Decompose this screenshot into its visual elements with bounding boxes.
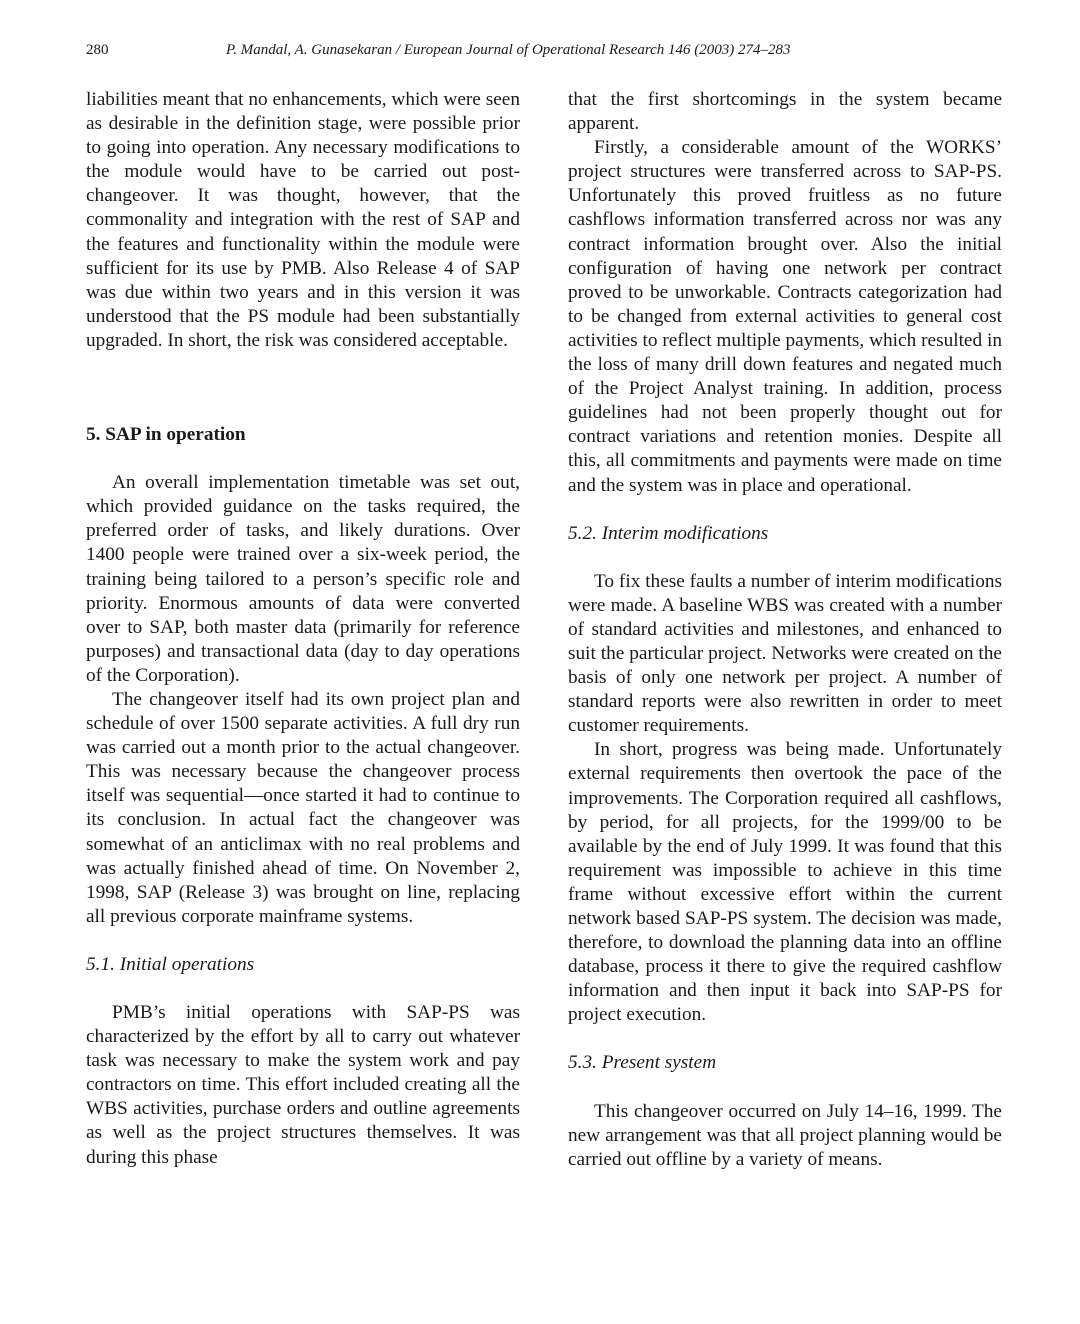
paragraph: In short, progress was being made. Unfortunately external requirements then overtook the pace of the improvements. The Corporation required all cashflows, by period, for all projects, for the 1999/00 to be available by the end of July 1999. It was found that this requirement was impossible to achieve in this time frame without excessive effort within the current network based SAP-PS system. The decision was made, therefore, to download the planning data into an offline database, process it there to give the required cashflow information and then input it back into SAP-PS for project execution.	[568, 739, 1002, 1026]
paragraph: An overall implementation timetable was set out, which provided guidance on the tasks required, the preferred order of tasks, and likely durations. Over 1400 people were trained over a six-week period, the training being tailored to a person’s specific role and priority. Enormous amounts of data were converted over to SAP, both master data (primarily for reference purposes) and transactional data (day to day operations of the Corporation).	[86, 472, 520, 686]
paragraph: This changeover occurred on July 14–16, 1999. The new arrangement was that all project planning would be carried out offline by a variety of means.	[568, 1100, 1002, 1170]
paragraph: PMB’s initial operations with SAP-PS was characterized by the effort by all to carry out whatever task was necessary to make the system work and pay contractors on time. This effort included creating all the WBS activities, purchase orders and outline agreements as well as the project structures themselves. It was during this phase	[86, 1002, 520, 1168]
subsection-heading: 5.2. Interim modifications	[568, 522, 769, 544]
left-column	[86, 88, 520, 1170]
paragraph: Firstly, a considerable amount of the WORKS’ project structures were transferred across to SAP-PS. Unfortunately this proved fruitless as no future cashflows information transferred across nor was any contract information brought over. Also the initial configuration of having one network per contract proved to be unworkable. Contracts categorization had to be changed from external activities to general cost activities to reflect multiple payments, which resulted in the loss of many drill down features and negated much of the Project Analyst training. In addition, process guidelines had not been properly thought out for contract variations and retention monies. Despite all this, all commitments and payments were made on time and the system was in place and operational.	[568, 137, 1002, 496]
paragraph: The changeover itself had its own project plan and schedule of over 1500 separate activities. A full dry run was carried out a month prior to the actual changeover. This was necessary because the changeover process itself was sequential—once started it had to continue to its conclusion. In actual fact the changeover was somewhat of an anticlimax with no real problems and was actually finished ahead of time. On November 2, 1998, SAP (Release 3) was brought on line, replacing all previous corporate mainframe systems.	[86, 688, 520, 927]
section-heading: 5. SAP in operation	[86, 424, 246, 446]
paragraph: that the first shortcomings in the system became apparent.	[568, 89, 1002, 135]
paragraph: liabilities meant that no enhancements, which were seen as desirable in the definition stage, were possible prior to going into operation. Any necessary modifications to the module would have to be carried out post-changeover. It was thought, however, that the commonality and integration with the rest of SAP and the features and functionality within the module were sufficient for its use by PMB. Also Release 4 of SAP was due within two years and in this version it was understood that the PS module had been substantially upgraded. In short, the risk was considered acceptable.	[86, 89, 520, 351]
page-number: 280	[86, 42, 109, 58]
subsection-heading: 5.1. Initial operations	[86, 953, 255, 975]
page-header	[86, 42, 1004, 64]
subsection-heading: 5.3. Present system	[568, 1052, 717, 1074]
paragraph: To fix these faults a number of interim modifications were made. A baseline WBS was created with a number of standard activities and milestones, and enhanced to suit the particular project. Networks were created on the basis of only one network per project. A number of standard reports were also rewritten in order to meet customer requirements.	[568, 570, 1002, 737]
running-head: P. Mandal, A. Gunasekaran / European Journal of Operational Research 146 (2003) 274–283	[226, 42, 791, 58]
right-column	[568, 88, 1002, 1172]
